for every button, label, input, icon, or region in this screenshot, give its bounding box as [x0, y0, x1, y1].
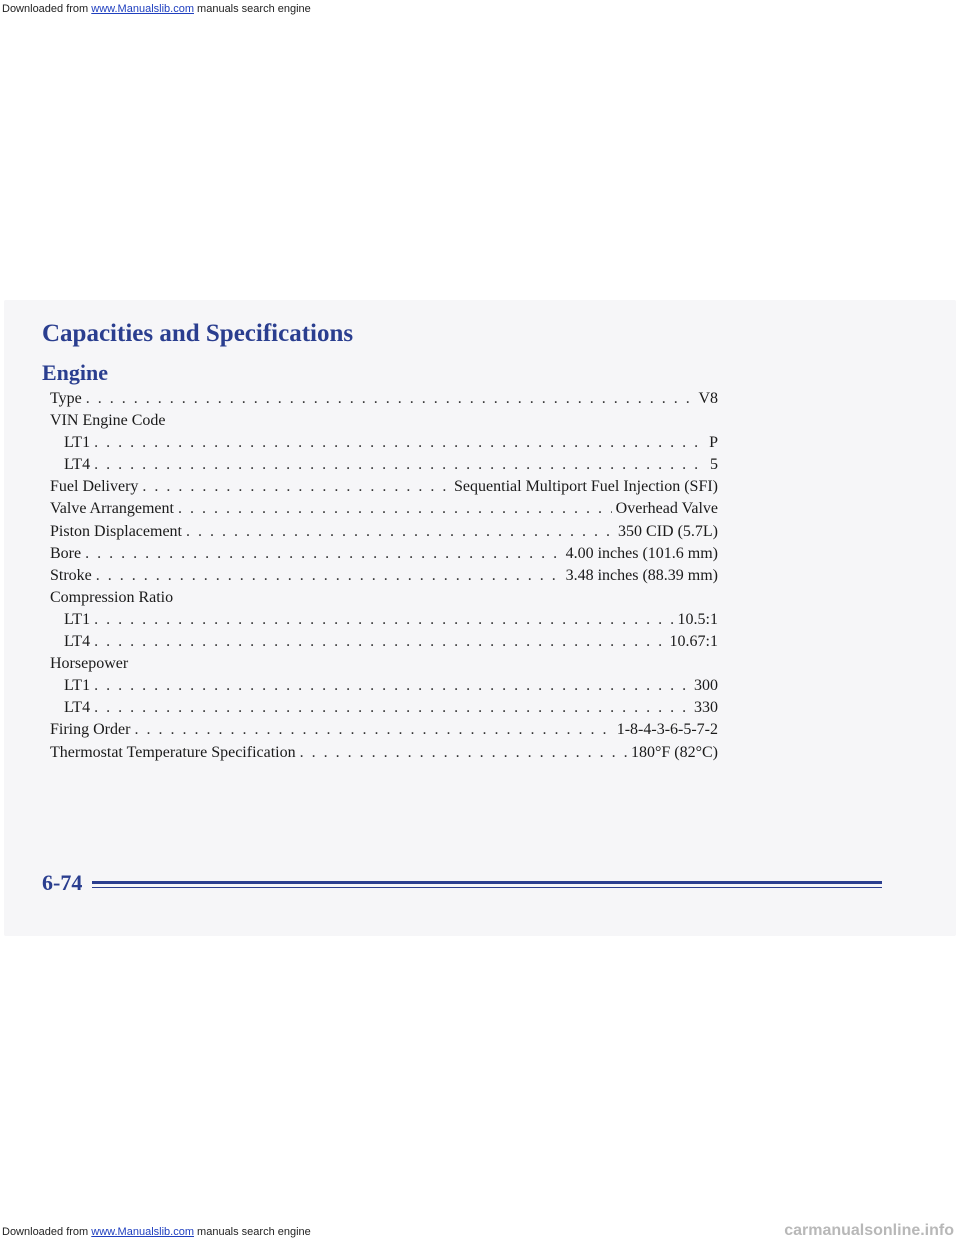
- spec-row: [50, 454, 718, 476]
- dot-leader: [96, 565, 562, 587]
- spec-label: Valve Arrangement: [50, 500, 174, 518]
- spec-row: [50, 697, 718, 719]
- spec-row: [50, 410, 718, 432]
- spec-value: 3.48 inches (88.39 mm): [565, 566, 718, 584]
- dot-leader: [94, 697, 690, 719]
- spec-value: P: [709, 434, 718, 452]
- spec-label: LT1: [64, 677, 91, 695]
- dot-leader: [300, 742, 627, 764]
- spec-label: Stroke: [50, 566, 92, 584]
- spec-label: LT1: [64, 610, 91, 628]
- footer-rule: [92, 881, 882, 884]
- spec-row: [50, 432, 718, 454]
- footer-rule-thin: [92, 887, 882, 888]
- dot-leader: [94, 609, 673, 631]
- download-header: [2, 1, 960, 17]
- spec-list: [50, 388, 718, 764]
- page-number: 6-74: [42, 870, 83, 895]
- spec-row: [50, 498, 718, 520]
- dot-leader: [186, 521, 614, 543]
- spec-label: LT4: [64, 456, 91, 474]
- manualslib-footer-link[interactable]: www.Manualslib.com: [91, 1226, 194, 1238]
- spec-row: [50, 565, 718, 587]
- spec-row: [50, 631, 718, 653]
- watermark-logo: carmanualsonline.info: [784, 1222, 954, 1239]
- spec-value: 180°F (82°C): [630, 743, 718, 761]
- spec-label: Type: [50, 390, 82, 407]
- spec-label: Compression Ratio: [50, 588, 174, 606]
- spec-row: [50, 587, 718, 609]
- header-suffix: manuals search engine: [197, 3, 311, 15]
- spec-label: Fuel Delivery: [50, 478, 139, 496]
- spec-row: [50, 653, 718, 675]
- spec-label: Bore: [50, 544, 82, 562]
- spec-value: V8: [698, 390, 718, 407]
- spec-value: Sequential Multiport Fuel Injection (SFI): [454, 478, 718, 496]
- spec-label: Firing Order: [50, 721, 131, 739]
- dot-leader: [86, 388, 695, 410]
- spec-label: Horsepower: [50, 655, 129, 673]
- dot-leader: [85, 543, 561, 565]
- spec-label: Piston Displacement: [50, 522, 182, 540]
- spec-label: VIN Engine Code: [50, 412, 166, 430]
- header-prefix: Downloaded from: [2, 3, 89, 15]
- dot-leader: [134, 719, 612, 741]
- dot-leader: [142, 476, 450, 498]
- page-title: Capacities and Specifications: [42, 320, 354, 347]
- spec-value: 5: [710, 456, 718, 474]
- spec-row: [50, 609, 718, 631]
- spec-value: 330: [694, 699, 718, 717]
- dot-leader: [94, 432, 705, 454]
- spec-label: LT4: [64, 699, 91, 717]
- footer-prefix: Downloaded from: [2, 1226, 89, 1238]
- dot-leader: [94, 675, 690, 697]
- spec-value: 10.67:1: [669, 633, 718, 651]
- section-heading: Engine: [42, 360, 109, 385]
- spec-value: 1-8-4-3-6-5-7-2: [616, 721, 718, 739]
- spec-value: 10.5:1: [677, 610, 718, 628]
- manualslib-link[interactable]: www.Manualslib.com: [91, 3, 194, 15]
- spec-row: [50, 543, 718, 565]
- spec-row: [50, 675, 718, 697]
- spec-value: 350 CID (5.7L): [618, 522, 718, 540]
- spec-value: 4.00 inches (101.6 mm): [565, 544, 718, 562]
- footer-suffix: manuals search engine: [197, 1226, 311, 1238]
- spec-row: [50, 476, 718, 498]
- spec-value: 300: [694, 677, 718, 695]
- spec-row: [50, 742, 718, 764]
- spec-value: Overhead Valve: [615, 500, 718, 518]
- spec-label: Thermostat Temperature Specification: [50, 743, 296, 761]
- dot-leader: [178, 498, 612, 520]
- dot-leader: [94, 454, 706, 476]
- spec-row: [50, 388, 718, 410]
- spec-row: [50, 521, 718, 543]
- spec-label: LT4: [64, 633, 91, 651]
- dot-leader: [94, 631, 665, 653]
- spec-label: LT1: [64, 434, 91, 452]
- spec-row: [50, 719, 718, 741]
